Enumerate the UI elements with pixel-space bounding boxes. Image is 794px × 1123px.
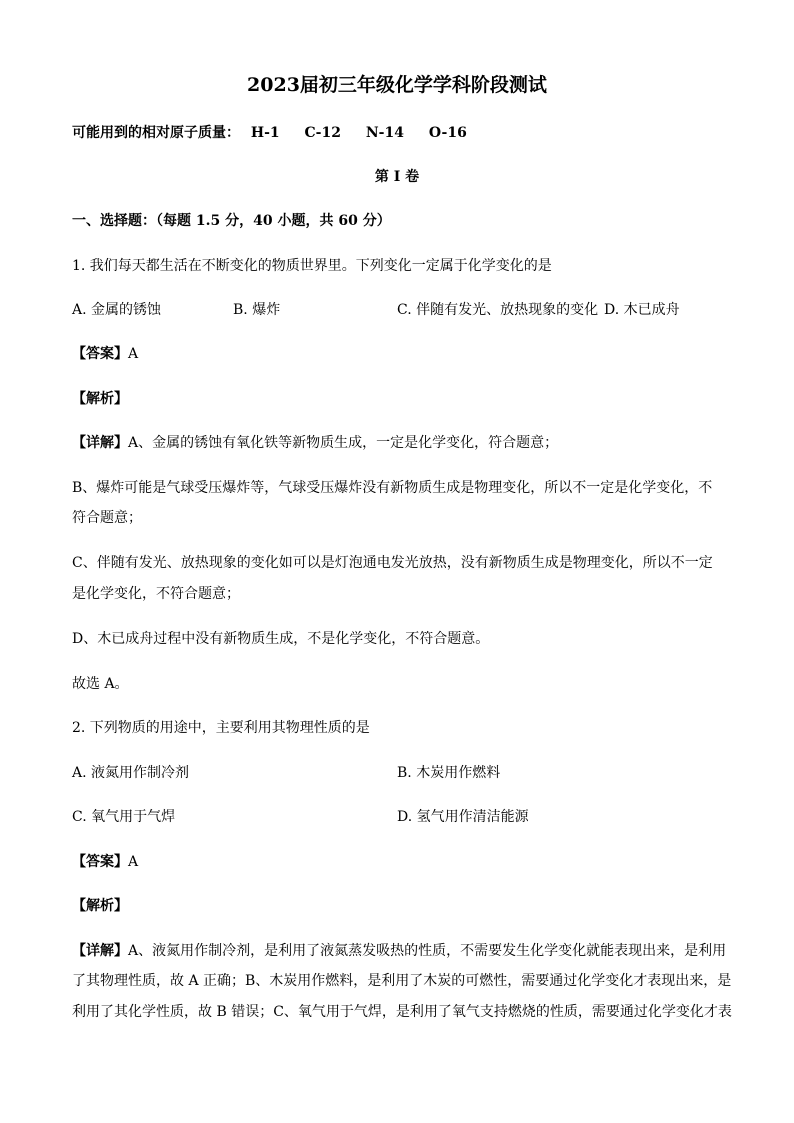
question-1-analysis-label: 【解析】: [72, 391, 128, 407]
question-1-option-c: C. 伴随有发光、放热现象的变化: [397, 302, 599, 318]
question-1-detail-line-5: 是化学变化，不符合题意；: [72, 586, 240, 602]
question-2-option-d: D. 氢气用作清洁能源: [397, 809, 529, 825]
question-2-option-c: C. 氧气用于气焊: [72, 809, 176, 825]
question-1-detail-line-6: D、木已成舟过程中没有新物质生成，不是化学变化，不符合题意。: [72, 631, 490, 647]
detail-text: A、液氮用作制冷剂，是利用了液氮蒸发吸热的性质，不需要发生化学变化就能表现出来，是利用: [128, 943, 727, 959]
answer-value: A: [128, 346, 139, 362]
question-2-detail-line-1: [72, 941, 727, 961]
question-1-detail-line-2: B、爆炸可能是气球受压爆炸等，气球受压爆炸没有新物质生成是物理变化，所以不一定是化学变化，不: [72, 480, 713, 496]
detail-label: 【详解】: [72, 435, 128, 451]
answer-value: A: [128, 854, 139, 870]
question-1-conclusion: 故选 A。: [72, 676, 129, 692]
question-1-detail-line-3: 符合题意；: [72, 510, 142, 526]
detail-label: 【详解】: [72, 943, 128, 959]
question-1-detail-line-1: [72, 433, 722, 453]
question-1-option-a: A. 金属的锈蚀: [72, 302, 162, 318]
atomic-mass-o: O-16: [428, 125, 467, 141]
question-2-option-a: A. 液氮用作制冷剂: [72, 765, 190, 781]
question-1-stem: 1. 我们每天都生活在不断变化的物质世界里。下列变化一定属于化学变化的是: [72, 258, 552, 274]
page-title: 2023届初三年级化学学科阶段测试: [247, 74, 547, 96]
answer-label: 【答案】: [72, 346, 128, 362]
question-2-stem: 2. 下列物质的用途中，主要利用其物理性质的是: [72, 720, 370, 736]
volume-heading: 第 I 卷: [374, 169, 420, 185]
question-2-analysis-label: 【解析】: [72, 898, 128, 914]
question-2-option-b: B. 木炭用作燃料: [397, 765, 501, 781]
question-1-detail-line-4: C、伴随有发光、放热现象的变化如可以是灯泡通电发光放热，没有新物质生成是物理变化，所以不一定: [72, 555, 713, 571]
question-1-option-b: B. 爆炸: [233, 302, 281, 318]
atomic-mass-c: C-12: [304, 125, 341, 141]
atomic-mass-label: 可能用到的相对原子质量：: [72, 125, 240, 141]
atomic-mass-n: N-14: [365, 125, 404, 141]
question-2-answer: [72, 852, 722, 872]
question-2-detail-line-3: 利用了其化学性质，故 B 错误；C、氧气用于气焊，是利用了氧气支持燃烧的性质，需要通过化学变化才表: [72, 1004, 732, 1020]
question-2-detail-line-2: 了其物理性质，故 A 正确；B、木炭用作燃料，是利用了木炭的可燃性，需要通过化学变化才表现出来，是: [72, 973, 732, 989]
atomic-mass-line: [72, 123, 722, 143]
detail-text: A、金属的锈蚀有氧化铁等新物质生成，一定是化学变化，符合题意；: [128, 435, 559, 451]
question-1-option-d: D. 木已成舟: [604, 302, 680, 318]
question-1-answer: [72, 344, 722, 364]
answer-label: 【答案】: [72, 854, 128, 870]
section-heading: 一、选择题：（每题 1.5 分，40 小题，共 60 分）: [72, 213, 391, 229]
atomic-mass-h: H-1: [250, 125, 280, 141]
